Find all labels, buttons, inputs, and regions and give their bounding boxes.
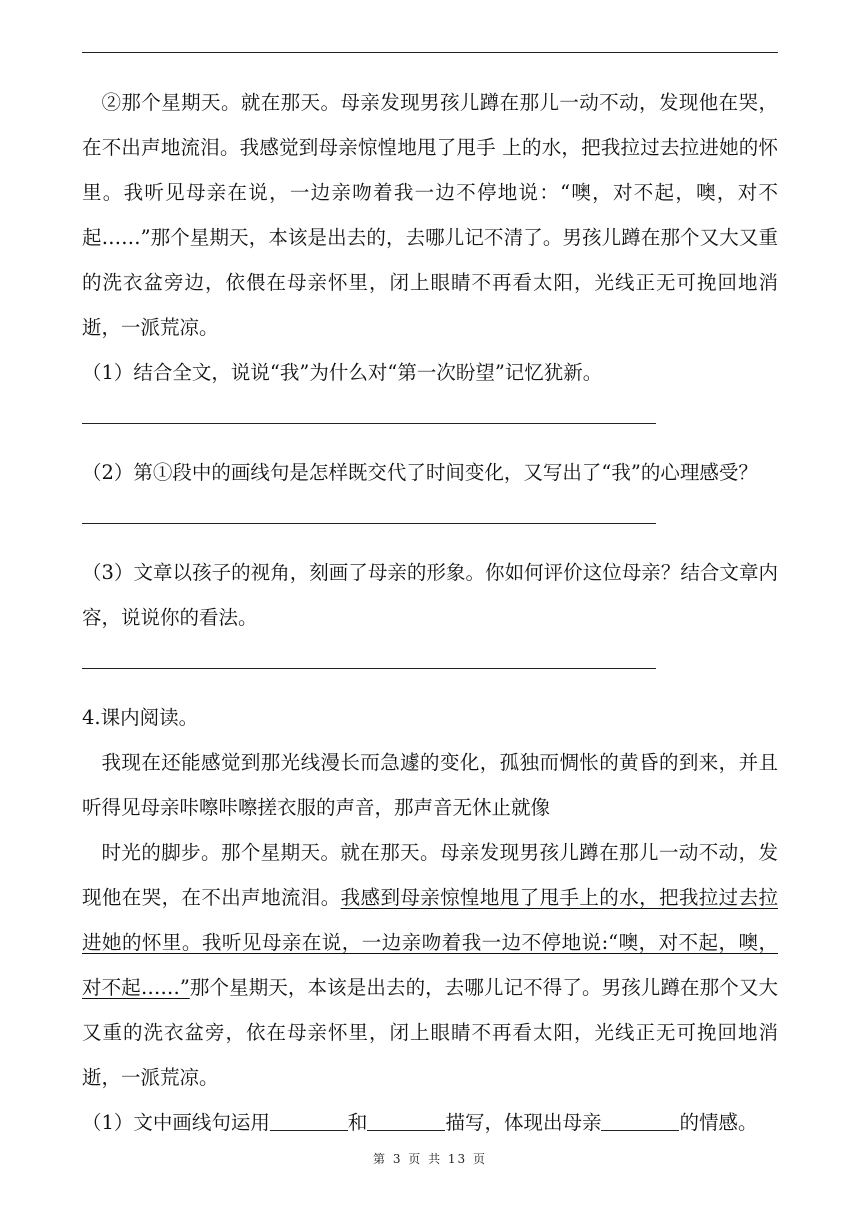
fill-blank-3[interactable]	[601, 1110, 679, 1131]
question-text-part-1: （1）文中画线句运用	[82, 1111, 270, 1134]
section-4-paragraph-2	[82, 830, 778, 1100]
paragraph-text-before: 时光的脚步。那个星期天。就在那天。母亲发现男孩儿蹲在那儿一动不动，发现他在哭，在不出声地流泪。	[82, 841, 778, 909]
section-4-title: 4.课内阅读。	[82, 706, 199, 729]
fill-blank-1[interactable]	[270, 1110, 348, 1131]
page-content	[82, 80, 778, 1145]
paragraph-text-after: 那个星期天，本该是出去的，去哪儿记不得了。男孩儿蹲在那个又大又重的洗衣盆旁，依在母亲怀里，闭上眼睛不再看太阳，光线正无可挽回地消逝，一派荒凉。	[82, 976, 778, 1089]
question-text-part-3: 描写，体现出母亲	[445, 1111, 602, 1134]
question-2: （2）第①段中的画线句是怎样既交代了时间变化，又写出了“我”的心理感受？	[82, 461, 758, 484]
question-3: （3）文章以孩子的视角，刻画了母亲的形象。你如何评价这位母亲？结合文章内容，说说你的看法。	[82, 561, 778, 629]
section-4-paragraph-1: 我现在还能感觉到那光线漫长而急遽的变化，孤独而惆怅的黄昏的到来，并且听得见母亲咔嚓咔嚓搓衣服的声音，那声音无休止就像	[82, 751, 778, 819]
header-rule	[82, 52, 778, 53]
question-text-part-4: 的情感。	[679, 1111, 758, 1134]
answer-line-2[interactable]	[82, 523, 656, 524]
underlined-sentence: 我感到母亲惊惶地甩了甩手上的水，把我拉过去拉进她的怀里。我听见母亲在说，一边亲吻着我一边不停地说:“噢，对不起，噢，对不起……”	[82, 886, 778, 999]
page-number-footer: 第 3 页 共 13 页	[373, 1152, 487, 1166]
answer-line-3[interactable]	[82, 668, 656, 669]
fill-blank-2[interactable]	[367, 1110, 445, 1131]
answer-line-1[interactable]	[82, 423, 656, 424]
passage-paragraph-2: ②那个星期天。就在那天。母亲发现男孩儿蹲在那儿一动不动，发现他在哭，在不出声地流泪。我感觉到母亲惊惶地甩了甩手 上的水，把我拉过去拉进她的怀里。我听见母亲在说，一边亲吻着我一边不停地说：“噢，对不起，噢，对不起……”那个星期天，本该是出去的，去哪儿记不清了。男孩儿蹲在那个又大又重的洗衣盆旁边，依偎在母亲怀里，闭上眼睛不再看太阳，光线正无可挽回地消逝，一派荒凉。	[82, 91, 778, 339]
question-text-part-2: 和	[347, 1111, 368, 1134]
section-4-question-1	[82, 1100, 778, 1145]
question-1: （1）结合全文，说说“我”为什么对“第一次盼望”记忆犹新。	[82, 361, 603, 384]
